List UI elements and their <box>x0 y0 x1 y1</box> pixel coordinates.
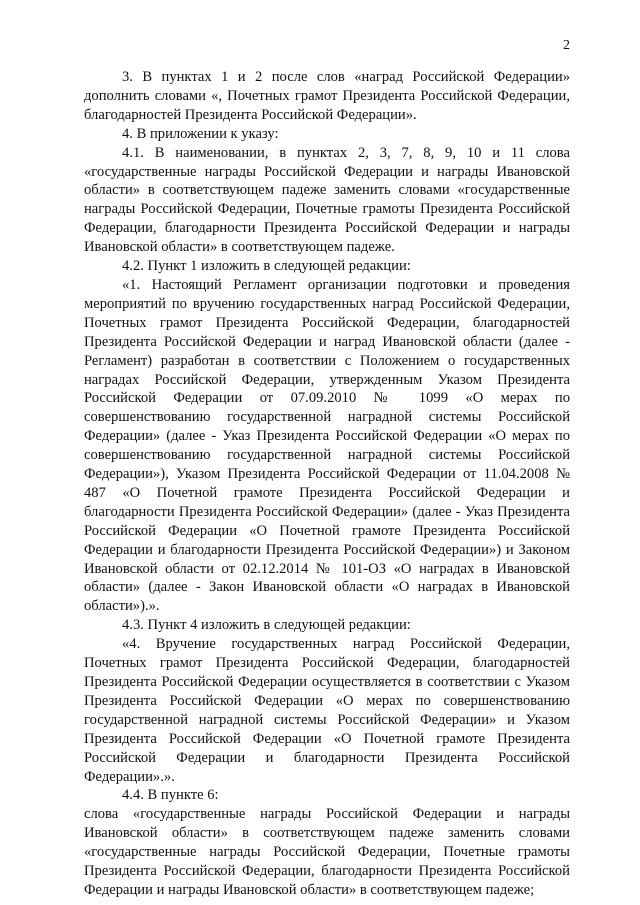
paragraph-4-3-quote: «4. Вручение государственных наград Российской Федерации, Почетных грамот Президента Российской Федерации, благодарностей Президента Российской Федерации осуществляется в соответствии с Указом Президента Российской Федерации «О мерах по совершенствованию государственной наградной системы Российской Федерации» и Указом Президента Российской Федерации «О Почетной грамоте Президента Российской Федерации и благодарности Президента Российской Федерации».». <box>84 636 570 785</box>
paragraph-4: 4. В приложении к указу: <box>122 125 279 142</box>
paragraph-4-4: 4.4. В пункте 6: <box>122 787 219 804</box>
paragraph-4-2-quote: «1. Настоящий Регламент организации подготовки и проведения мероприятий по вручению государственных наград Российской Федерации, Почетных грамот Президента Российской Федерации, благодарностей Президента Российской Федерации и наград Ивановской области (далее - Регламент) разработан в соответствии с Положением о государственных наградах Российской Федерации, утвержденным Указом Президента Российской Федерации от 07.09.2010 № 1099 «О мерах по совершенствованию государственной наградной системы Российской Федерации» (далее - Указ Президента Российской Федерации «О мерах по совершенствованию государственной наградной системы Российской Федерации»), Указом Президента Российской Федерации от 11.04.2008 № 487 «О Почетной грамоте Президента Российской Федерации и благодарности Президента Российской Федерации» (далее - Указ Президента Российской Федерации «О Почетной грамоте Президента Российской Федерации и благодарности Президента Российской Федерации») и Законом Ивановской области от 02.12.2014 № 101-ОЗ «О наградах в Ивановской области» (далее - Закон Ивановской области «О наградах в Ивановской области»).». <box>84 276 570 615</box>
paragraph-4-1: 4.1. В наименовании, в пунктах 2, 3, 7, 8, 9, 10 и 11 слова «государственные награды Российской Федерации и награды Ивановской области» в соответствующем падеже заменить словами «государственные награды Российской Федерации, Почетные грамоты Президента Российской Федерации, благодарности Президента Российской Федерации и награды Ивановской области» в соответствующем падеже. <box>84 144 570 256</box>
paragraph-4-3: 4.3. Пункт 4 изложить в следующей редакции: <box>122 617 411 634</box>
paragraph-4-2: 4.2. Пункт 1 изложить в следующей редакции: <box>122 258 411 275</box>
page-number: 2 <box>563 38 570 53</box>
document-body <box>84 68 570 900</box>
paragraph-4-4-body: слова «государственные награды Российской Федерации и награды Ивановской области» в соответствующем падеже заменить словами «государственные награды Российской Федерации, Почетные грамоты Президента Российской Федерации, благодарности Президента Российской Федерации и награды Ивановской области» в соответствующем падеже; <box>84 806 570 898</box>
paragraph-3: 3. В пунктах 1 и 2 после слов «наград Российской Федерации» дополнить словами «, Почетных грамот Президента Российской Федерации, благодарностей Президента Российской Федерации». <box>84 69 570 123</box>
